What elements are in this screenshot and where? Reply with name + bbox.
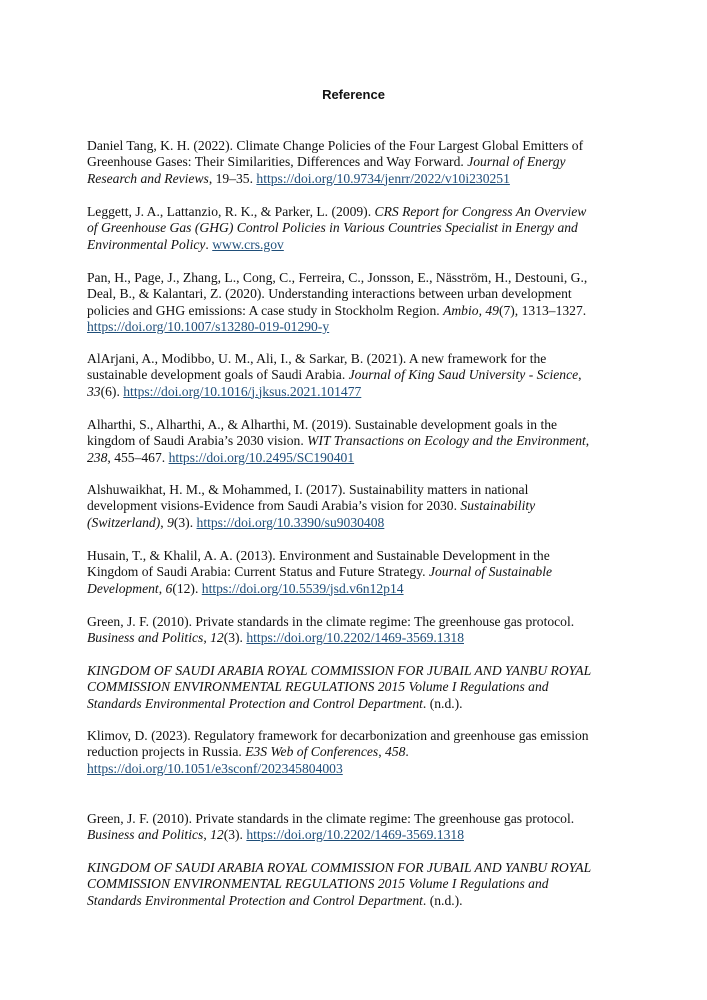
reference-line bbox=[87, 204, 622, 220]
reference-text: , bbox=[378, 744, 386, 760]
reference-line bbox=[87, 450, 622, 466]
reference-line bbox=[87, 384, 622, 400]
volume-number: 238 bbox=[87, 449, 108, 465]
reference-text: (3). bbox=[173, 514, 197, 530]
reference-text: . (n.d.). bbox=[422, 695, 463, 711]
reference-line bbox=[87, 581, 622, 597]
journal-title: Sustainability bbox=[460, 498, 536, 514]
reference-text: . bbox=[405, 744, 409, 760]
reference-text: , bbox=[203, 630, 211, 646]
reference-text: Kingdom of Saudi Arabia: Current Status and Future Strategy. bbox=[87, 564, 429, 580]
journal-title: Journal of King Saud University - Science bbox=[348, 367, 579, 383]
reference-line bbox=[87, 630, 622, 646]
reference-line bbox=[87, 564, 622, 580]
page-title: Reference bbox=[322, 87, 385, 102]
report-title: CRS Report for Congress An Overview bbox=[374, 204, 587, 219]
volume-number: 12 bbox=[210, 630, 224, 646]
report-title: Standards Environmental Protection and Control Department bbox=[87, 892, 423, 908]
report-title: KINGDOM OF SAUDI ARABIA ROYAL COMMISSION FOR JUBAIL AND YANBU ROYAL bbox=[87, 663, 592, 678]
reference-line: Alharthi, S., Alharthi, A., & Alharthi, M. (2019). Sustainable development goals in the bbox=[87, 417, 558, 432]
volume-number: 9 bbox=[167, 514, 174, 530]
journal-title: Business and Politics bbox=[87, 630, 204, 646]
reference-text: reduction projects in Russia. bbox=[87, 744, 246, 760]
reference-entry bbox=[87, 548, 622, 597]
reference-text: (3). bbox=[223, 630, 247, 646]
reference-line bbox=[87, 515, 622, 531]
reference-text: sustainable development goals of Saudi Arabia. bbox=[87, 367, 349, 383]
reference-text: development visions-Evidence from Saudi Arabia’s vision for 2030. bbox=[87, 498, 461, 514]
doi-link[interactable]: https://doi.org/10.1051/e3sconf/202345804003 bbox=[87, 760, 343, 776]
reference-line bbox=[87, 761, 622, 777]
journal-title: Research and Reviews bbox=[87, 170, 209, 186]
report-title: KINGDOM OF SAUDI ARABIA ROYAL COMMISSION FOR JUBAIL AND YANBU ROYAL bbox=[87, 860, 592, 875]
reference-text: , bbox=[578, 367, 582, 383]
reference-entry bbox=[87, 482, 622, 531]
reference-line bbox=[87, 744, 622, 760]
reference-line: Klimov, D. (2023). Regulatory framework for decarbonization and greenhouse gas emission bbox=[87, 728, 589, 743]
reference-line: Husain, T., & Khalil, A. A. (2013). Environment and Sustainable Development in the bbox=[87, 548, 550, 563]
reference-line: Alshuwaikhat, H. M., & Mohammed, I. (2017). Sustainability matters in national bbox=[87, 482, 529, 497]
volume-number: 12 bbox=[210, 827, 224, 843]
journal-title: Ambio bbox=[443, 302, 479, 318]
journal-title: Journal of Sustainable bbox=[428, 564, 553, 580]
reference-line bbox=[87, 433, 622, 449]
journal-title: (Switzerland) bbox=[87, 514, 161, 530]
reference-text: (3). bbox=[223, 827, 247, 843]
report-title: of Greenhouse Gas (GHG) Control Policies in Various Countries Specialist in Energy and bbox=[87, 220, 578, 236]
reference-line bbox=[87, 893, 622, 909]
reference-entry bbox=[87, 663, 622, 712]
reference-entry bbox=[87, 614, 622, 647]
journal-title: Development bbox=[87, 580, 159, 596]
reference-line bbox=[87, 860, 622, 876]
reference-text: , 455–467. bbox=[107, 449, 169, 465]
doi-link[interactable]: https://doi.org/10.2202/1469-3569.1318 bbox=[246, 827, 464, 843]
reference-text: Greenhouse Gases: Their Similarities, Differences and Way Forward. bbox=[87, 154, 468, 170]
report-title: Standards Environmental Protection and Control Department bbox=[87, 695, 423, 711]
reference-entry bbox=[87, 351, 622, 400]
reference-entry bbox=[87, 728, 622, 777]
reference-text: , bbox=[158, 580, 166, 596]
doi-link[interactable]: https://doi.org/10.5539/jsd.v6n12p14 bbox=[201, 580, 404, 596]
volume-number: 458 bbox=[385, 744, 406, 760]
doi-link[interactable]: https://doi.org/10.1007/s13280-019-01290-y bbox=[87, 318, 330, 334]
reference-entry bbox=[87, 138, 622, 187]
volume-number: 33 bbox=[87, 383, 101, 399]
reference-text: policies and GHG emissions: A case study in Stockholm Region. bbox=[87, 302, 444, 318]
reference-line bbox=[87, 367, 622, 383]
reference-line bbox=[87, 498, 622, 514]
reference-text: (7), 1313–1327. bbox=[498, 302, 587, 318]
doi-link[interactable]: https://doi.org/10.2495/SC190401 bbox=[168, 449, 355, 465]
doi-link[interactable]: https://doi.org/10.3390/su9030408 bbox=[196, 514, 385, 530]
reference-line bbox=[87, 663, 622, 679]
journal-title: E3S Web of Conferences bbox=[245, 744, 379, 760]
reference-line bbox=[87, 303, 622, 319]
reference-line bbox=[87, 827, 622, 843]
reference-text: , bbox=[478, 302, 486, 318]
reference-line bbox=[87, 696, 622, 712]
reference-text: . bbox=[205, 236, 213, 252]
reference-line bbox=[87, 237, 622, 253]
doi-link[interactable]: https://doi.org/10.1016/j.jksus.2021.101477 bbox=[123, 383, 362, 399]
reference-line bbox=[87, 220, 622, 236]
reference-line bbox=[87, 171, 622, 187]
reference-line: Daniel Tang, K. H. (2022). Climate Change Policies of the Four Largest Global Emitters of bbox=[87, 138, 584, 153]
reference-text: , bbox=[203, 827, 211, 843]
reference-line: AlArjani, A., Modibbo, U. M., Ali, I., & Sarkar, B. (2021). A new framework for the bbox=[87, 351, 547, 366]
doi-link[interactable]: https://doi.org/10.9734/jenrr/2022/v10i230251 bbox=[256, 170, 510, 186]
reference-line bbox=[87, 319, 622, 335]
volume-number: 6 bbox=[165, 580, 173, 596]
reference-line: Deal, B., & Kalantari, Z. (2020). Understanding interactions between urban development bbox=[87, 286, 572, 302]
reference-line: Green, J. F. (2010). Private standards in the climate regime: The greenhouse gas protocol. bbox=[87, 614, 575, 629]
doi-link[interactable]: https://doi.org/10.2202/1469-3569.1318 bbox=[246, 630, 464, 646]
reference-line bbox=[87, 679, 622, 695]
reference-line: Green, J. F. (2010). Private standards in the climate regime: The greenhouse gas protocol. bbox=[87, 811, 575, 826]
reference-entry bbox=[87, 860, 622, 909]
report-title: COMMISSION ENVIRONMENTAL REGULATIONS 2015 Volume I Regulations and bbox=[87, 876, 549, 892]
journal-title: Business and Politics bbox=[87, 827, 204, 843]
reference-text: (6). bbox=[100, 383, 124, 399]
reference-line bbox=[87, 154, 622, 170]
reference-text: (12). bbox=[172, 580, 202, 596]
reference-text: . (n.d.). bbox=[422, 892, 463, 908]
reference-entry bbox=[87, 811, 622, 844]
report-title: Environmental Policy bbox=[87, 236, 206, 252]
journal-title: Journal of Energy bbox=[467, 154, 566, 170]
reference-entry bbox=[87, 204, 622, 253]
reference-text: , bbox=[585, 433, 590, 449]
web-link[interactable]: www.crs.gov bbox=[212, 236, 284, 252]
reference-text: kingdom of Saudi Arabia’s 2030 vision. bbox=[87, 433, 308, 449]
reference-text: Leggett, J. A., Lattanzio, R. K., & Parker, L. (2009). bbox=[87, 204, 375, 219]
volume-number: 49 bbox=[485, 302, 499, 318]
reference-line: Pan, H., Page, J., Zhang, L., Cong, C., Ferreira, C., Jonsson, E., Näsström, H., Destouni, G., bbox=[87, 270, 588, 285]
reference-line bbox=[87, 876, 622, 892]
reference-text: , 19–35. bbox=[208, 170, 257, 186]
reference-entry bbox=[87, 270, 622, 335]
reference-entry bbox=[87, 417, 622, 466]
report-title: COMMISSION ENVIRONMENTAL REGULATIONS 2015 Volume I Regulations and bbox=[87, 679, 549, 695]
journal-title: WIT Transactions on Ecology and the Environment bbox=[307, 433, 586, 449]
reference-text: , bbox=[160, 514, 168, 530]
